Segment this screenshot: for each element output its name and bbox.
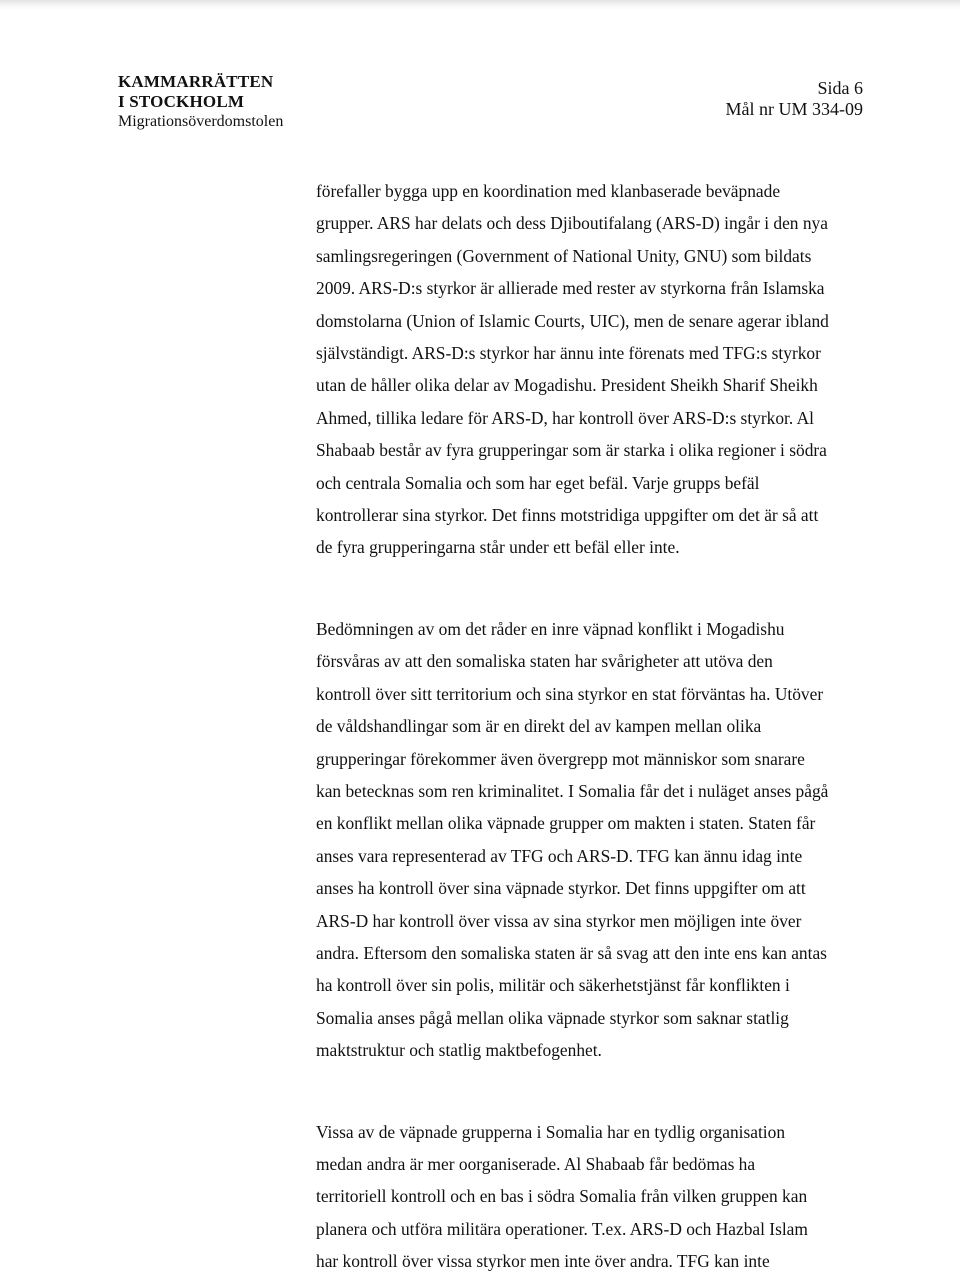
text-line: självständigt. ARS-D:s styrkor har ännu inte förenats med TFG:s styrkor	[316, 343, 821, 364]
paragraph-1	[316, 175, 876, 564]
text-line: planera och utföra militära operationer. T.ex. ARS-D och Hazbal Islam	[316, 1218, 808, 1239]
text-line: Bedömningen av om det råder en inre väpnad konflikt i Mogadishu	[316, 618, 785, 639]
paragraph-2	[316, 613, 876, 1067]
text-line: Ahmed, tillika ledare för ARS-D, har kontroll över ARS-D:s styrkor. Al	[316, 407, 814, 428]
text-line: domstolarna (Union of Islamic Courts, UIC), men de senare agerar ibland	[316, 310, 829, 331]
text-line: ARS-D har kontroll över vissa av sina styrkor men möjligen inte över	[316, 910, 802, 931]
page-reference	[726, 78, 864, 120]
court-name-line2: I STOCKHOLM	[118, 92, 245, 111]
text-line: de fyra grupperingarna står under ett befäl eller inte.	[316, 537, 680, 558]
scan-edge	[0, 0, 960, 10]
text-line: medan andra är mer oorganiserade. Al Shabaab får bedömas ha	[316, 1153, 756, 1174]
text-line: territoriell kontroll och en bas i södra Somalia från vilken gruppen kan	[316, 1186, 808, 1207]
text-line: maktstruktur och statlig maktbefogenhet.	[316, 1040, 602, 1061]
text-line: försvåras av att den somaliska staten har svårigheter att utöva den	[316, 651, 773, 672]
text-line: samlingsregeringen (Government of National Unity, GNU) som bildats	[316, 245, 812, 266]
text-line: de våldshandlingar som är en direkt del av kampen mellan olika	[316, 716, 762, 737]
text-line: utan de håller olika delar av Mogadishu. President Sheikh Sharif Sheikh	[316, 375, 818, 396]
text-line: Somalia anses pågå mellan olika väpnade styrkor som saknar statlig	[316, 1007, 789, 1028]
text-line: en konflikt mellan olika väpnade grupper om makten i staten. Staten får	[316, 813, 816, 834]
text-line: grupper. ARS har delats och dess Djiboutifalang (ARS-D) ingår i den nya	[316, 213, 828, 234]
text-line: förefaller bygga upp en koordination med klanbaserade beväpnade	[316, 181, 781, 201]
text-line: Vissa av de väpnade grupperna i Somalia har en tydlig organisation	[316, 1121, 786, 1142]
text-line: grupperingar förekommer även övergrepp mot människor som snarare	[316, 748, 805, 769]
page-number: Sida 6	[817, 78, 863, 98]
text-line: kan betecknas som ren kriminalitet. I Somalia får det i nuläget anses pågå	[316, 780, 829, 801]
court-division: Migrationsöverdomstolen	[118, 113, 284, 130]
case-number: Mål nr UM 334-09	[725, 99, 863, 119]
text-line: kontroll över sitt territorium och sina styrkor en stat förväntas ha. Utöver	[316, 683, 824, 704]
text-line: andra. Eftersom den somaliska staten är så svag att den inte ens kan antas	[316, 942, 827, 963]
paragraph-3	[316, 1116, 876, 1278]
text-line: och centrala Somalia och som har eget befäl. Varje grupps befäl	[316, 472, 760, 493]
court-name-line1: KAMMARRÄTTEN	[118, 72, 274, 91]
text-line: anses ha kontroll över sina väpnade styrkor. Det finns uppgifter om att	[316, 878, 806, 899]
court-header	[118, 72, 283, 132]
text-line: har kontroll över vissa styrkor men inte över andra. TFG kan inte	[316, 1251, 770, 1272]
text-line: kontrollerar sina styrkor. Det finns motstridiga uppgifter om det är så att	[316, 505, 819, 526]
document-body	[316, 175, 876, 1278]
text-line: anses vara representerad av TFG och ARS-D. TFG kan ännu idag inte	[316, 845, 803, 866]
text-line: ha kontroll över sin polis, militär och säkerhetstjänst får konflikten i	[316, 975, 790, 996]
text-line: 2009. ARS-D:s styrkor är allierade med rester av styrkorna från Islamska	[316, 278, 825, 299]
text-line: Shabaab består av fyra grupperingar som är starka i olika regioner i södra	[316, 440, 827, 461]
